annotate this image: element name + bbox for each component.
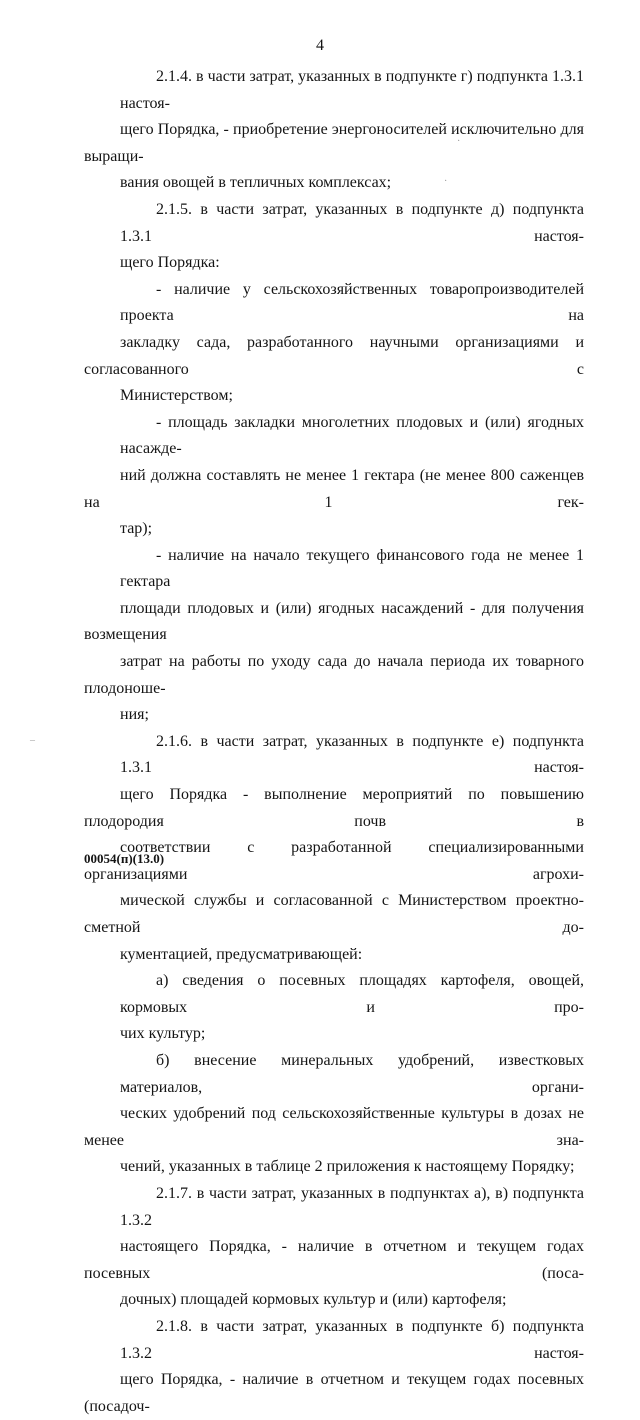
text-line: 2.1.5. в части затрат, указанных в подпункте д) подпункта 1.3.1 настоя- xyxy=(120,200,584,245)
text-line: ческих удобрений под сельскохозяйственные культуры в дозах не менее зна- xyxy=(84,1105,584,1149)
text-line: щего Порядка: xyxy=(120,254,220,272)
scan-speck: · xyxy=(457,136,461,147)
text-line: б) внесение минеральных удобрений, известковых материалов, органи- xyxy=(120,1051,584,1096)
scan-speck: · xyxy=(444,176,448,187)
text-line: вания овощей в тепличных комплексах; xyxy=(120,174,392,192)
text-line: тар); xyxy=(120,520,153,538)
text-line: а) сведения о посевных площадях картофеля, овощей, кормовых и про- xyxy=(120,972,584,1016)
text-line: 2.1.4. в части затрат, указанных в подпункте г) подпункта 1.3.1 настоя- xyxy=(120,68,584,112)
list-item-project xyxy=(84,277,584,410)
list-item-a xyxy=(84,968,584,1048)
text-line: чений, указанных в таблице 2 приложения к настоящему Порядку; xyxy=(120,1158,575,1176)
text-line: ний должна составлять не менее 1 гектара (не менее 800 саженцев на 1 гек- xyxy=(84,466,584,511)
scan-speck: – xyxy=(30,735,35,746)
text-line: мической службы и согласованной с Министерством проектно-сметной до- xyxy=(84,892,584,936)
text-line: щего Порядка, - наличие в отчетном и текущем годах посевных (посадоч- xyxy=(84,1371,584,1415)
text-line: - наличие у сельскохозяйственных товаропроизводителей проекта на xyxy=(120,280,584,325)
text-line: 2.1.7. в части затрат, указанных в подпунктах а), в) подпункта 1.3.2 xyxy=(120,1184,584,1229)
text-line: площади плодовых и (или) ягодных насаждений - для получения возмещения xyxy=(84,599,584,644)
text-line: кументацией, предусматривающей: xyxy=(120,945,363,963)
text-line: чих культур; xyxy=(120,1025,206,1043)
text-line: щего Порядка, - приобретение энергоносителей исключительно для выращи- xyxy=(84,121,584,165)
text-line: щего Порядка - выполнение мероприятий по повышению плодородия почв в xyxy=(84,786,584,830)
text-line: закладку сада, разработанного научными организациями и согласованного с xyxy=(84,333,584,378)
page-number: 4 xyxy=(316,37,324,54)
text-line: дочных) площадей кормовых культур и (или) картофеля; xyxy=(120,1291,507,1309)
text-line: затрат на работы по уходу сада до начала периода их товарного плодоноше- xyxy=(84,653,584,697)
list-item-area xyxy=(84,410,584,543)
list-item-plantings xyxy=(84,543,584,729)
paragraph-2-1-5 xyxy=(84,197,584,277)
text-line: - наличие на начало текущего финансового года не менее 1 гектара xyxy=(120,546,584,591)
paragraph-2-1-7 xyxy=(84,1181,584,1314)
text-line: 2.1.6. в части затрат, указанных в подпункте е) подпункта 1.3.1 настоя- xyxy=(120,732,584,777)
document-code: 00054(п)(13.0) xyxy=(84,851,165,866)
paragraph-2-1-6 xyxy=(84,729,584,968)
text-line: соответствии с разработанной специализированными организациями агрохи- xyxy=(84,839,584,883)
paragraph-2-1-4 xyxy=(84,64,584,197)
document-body xyxy=(84,64,584,1420)
text-line: настоящего Порядка, - наличие в отчетном и текущем годах посевных (поса- xyxy=(84,1238,584,1282)
text-line: - площадь закладки многолетних плодовых и (или) ягодных насажде- xyxy=(120,413,584,458)
text-line: Министерством; xyxy=(120,387,233,405)
text-line: ния; xyxy=(120,706,149,724)
text-line: 2.1.8. в части затрат, указанных в подпункте б) подпункта 1.3.2 настоя- xyxy=(120,1317,584,1362)
paragraph-2-1-8 xyxy=(84,1314,584,1420)
list-item-b xyxy=(84,1048,584,1181)
